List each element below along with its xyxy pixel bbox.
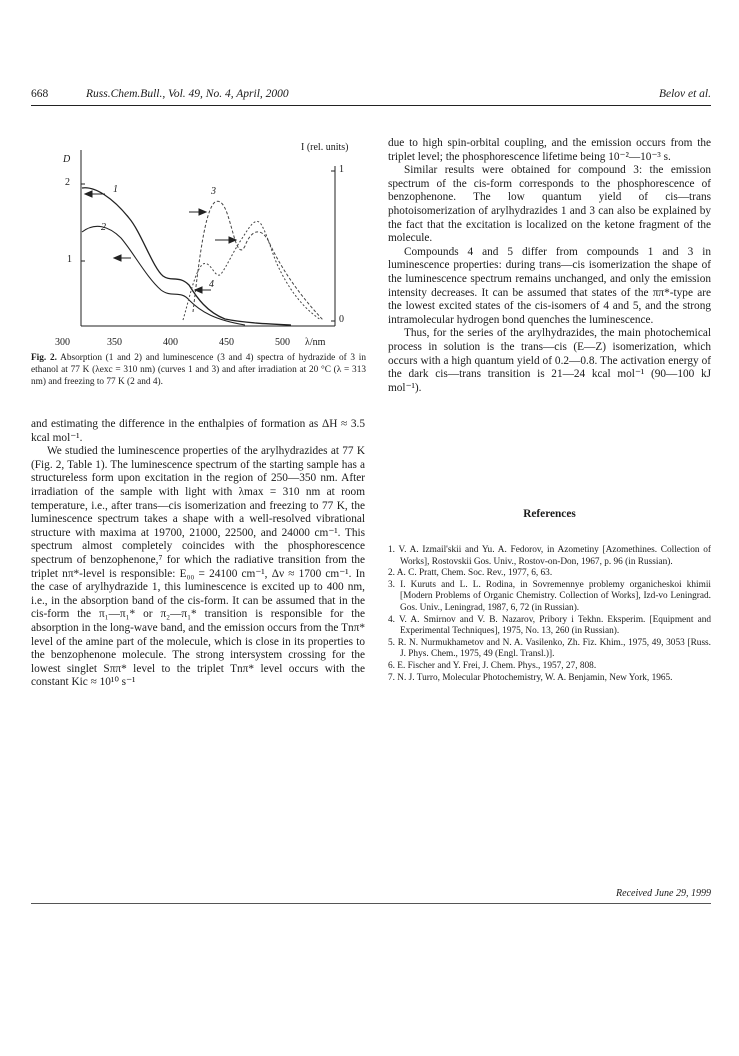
- figure-caption: [31, 352, 366, 388]
- page-header: [31, 88, 711, 106]
- reference-item: 7. N. J. Turro, Molecular Photochemistry, W. A. Benjamin, New York, 1965.: [388, 672, 673, 683]
- paragraph: and estimating the difference in the enthalpies of formation as ΔH ≈ 3.5 kcal mol⁻¹.: [31, 418, 365, 444]
- x-axis-unit: λ/nm: [305, 337, 326, 348]
- curve-label-1: 1: [113, 184, 118, 195]
- page-number: 668: [31, 88, 49, 100]
- reference-item: 1. V. A. Izmail'skii and Yu. A. Fedorov, in Azometiny [Azomethines. Collection of Works], Rostovskii Gos. Univ., Rostov-on-Don, 1967, p. 96 (in Russian).: [388, 545, 711, 567]
- x-axis-ticks: [55, 337, 375, 351]
- curve-label-3: 3: [211, 186, 216, 197]
- paragraph: Compounds 4 and 5 differ from compounds 1 and 3 in luminescence properties: during trans—cis isomerization the shape of the luminescence spectrum remains unchanged, and only the emission intensity decreases. It can be assumed that states of the ππ*-type are the lowest excited states of the cis-isomers of 4 and 5, and the strong intramolecular hydrogen bond quenches the luminescence.: [388, 245, 711, 326]
- x-tick-500: 500: [275, 337, 290, 348]
- x-tick-300: 300: [55, 337, 70, 348]
- left-tick-label-1: 1: [67, 254, 72, 265]
- footer-rule: [31, 903, 711, 904]
- header-rule: [31, 105, 711, 106]
- paragraph: due to high spin-orbital coupling, and the emission occurs from the triplet level; the phosphorescence lifetime being 10⁻²—10⁻³ s.: [388, 137, 711, 163]
- paragraph: Similar results were obtained for compound 3: the emission spectrum of the cis-form corresponds to the phosphorescence of benzophenone. The low quantum yield of cis—trans photoisomerization of arylhydrazides 1 and 3 can also be explained by the fact that the excitation is localized on the ketone fragment of the molecule.: [388, 164, 711, 245]
- reference-item: 2. A. C. Pratt, Chem. Soc. Rev., 1977, 6, 63.: [388, 568, 553, 579]
- right-column: [388, 137, 711, 395]
- received-date: Received June 29, 1999: [616, 888, 711, 899]
- caption-text: Absorption (1 and 2) and luminescence (3 and 4) spectra of hydrazide of 3 in ethanol at 77 K (λexc = 310 nm) (curves 1 and 3) and after irradiation at 20 °C (λ = 313 nm) and freezing to 77 K (2 and 4).: [31, 353, 367, 387]
- left-axis-label: D: [63, 154, 71, 165]
- x-tick-400: 400: [163, 337, 178, 348]
- direction-arrows: [85, 191, 236, 293]
- x-tick-350: 350: [107, 337, 122, 348]
- left-column: [31, 418, 365, 690]
- left-tick-label-2: 2: [65, 177, 70, 188]
- right-axis-label: I (rel. units): [301, 142, 349, 153]
- references-list: [388, 545, 711, 684]
- x-tick-450: 450: [219, 337, 234, 348]
- journal-citation: Russ.Chem.Bull., Vol. 49, No. 4, April, 2000: [86, 88, 289, 100]
- spectra-plot: [55, 140, 365, 336]
- curve-3: [193, 201, 323, 320]
- reference-item: 3. I. Kuruts and L. L. Rodina, in Sovremennye problemy organicheskoi khimii [Modern Problems of Organic Chemistry. Collection of Works], Izd-vo Leningrad. Gos. Univ., Leningrad, 1987, 6, 72 (in Russian).: [388, 579, 711, 613]
- curve-1: [82, 188, 291, 325]
- caption-label: Fig. 2.: [31, 353, 57, 363]
- reference-item: 5. R. N. Nurmukhametov and N. A. Vasilenko, Zh. Fiz. Khim., 1975, 49, 3053 [Russ. J. Phys. Chem., 1975, 49 (Engl. Transl.)].: [388, 637, 711, 660]
- right-tick-label-1: 1: [339, 164, 344, 175]
- paragraph: Thus, for the series of the arylhydrazides, the main photochemical process in solution is the trans—cis (E—Z) isomerization, which occurs with a high quantum yield of 0.2—0.8. The activation energy of the dark cis—trans transition is 21—24 kcal mol⁻¹ (90—100 kJ mol⁻¹).: [388, 327, 711, 394]
- reference-item: 4. V. A. Smirnov and V. B. Nazarov, Pribory i Tekhn. Eksperim. [Equipment and Experimental Techniques], 1975, No. 13, 260 (in Russian).: [388, 614, 711, 637]
- running-authors: Belov et al.: [658, 88, 711, 100]
- spectra-figure: [55, 140, 365, 336]
- reference-item: 6. E. Fischer and Y. Frei, J. Chem. Phys., 1957, 27, 808.: [388, 660, 597, 671]
- right-tick-label-0: 0: [339, 314, 344, 325]
- curve-label-4: 4: [209, 279, 214, 290]
- references-heading: References: [523, 508, 576, 520]
- paragraph: We studied the luminescence properties of the arylhydrazides at 77 K (Fig. 2, Table 1). The luminescence spectrum of the starting sample has a structureless form upon excitation in the region of 250—350 nm. After irradiation of the sample with light with λmax = 310 nm at room temperature, i.e., after trans—cis isomerization and freezing to 77 K, the luminescence spectrum takes a shape with a well-resolved vibrational structure with maxima at 19700, 21000, 22500, and 24000 cm⁻¹. This spectrum almost completely coincides with the phosphorescence spectrum of benzophenone,⁷ for which the radiative transition from the triplet nπ*-level is responsible: E₀₀ = 24100 cm⁻¹, Δν ≈ 1700 cm⁻¹. In the case of arylhydrazide 1, this luminescence is excited up to 400 nm, i.e., in the absorption band of the cis-form. It can be assumed that in the cis-form the π₁—π₁* or π₂—π₁* transition is responsible for the absorption in the long-wave band, and the emission occurs from the Tnπ* level of the amine part of the molecule, which is close in its properties to the benzophenone molecule. The strong intersystem crossing for the lowest singlet Sππ* level to the triplet Tnπ* level occurs with the constant Kic ≈ 10¹⁰ s⁻¹: [31, 445, 365, 689]
- curve-label-2: 2: [101, 222, 106, 233]
